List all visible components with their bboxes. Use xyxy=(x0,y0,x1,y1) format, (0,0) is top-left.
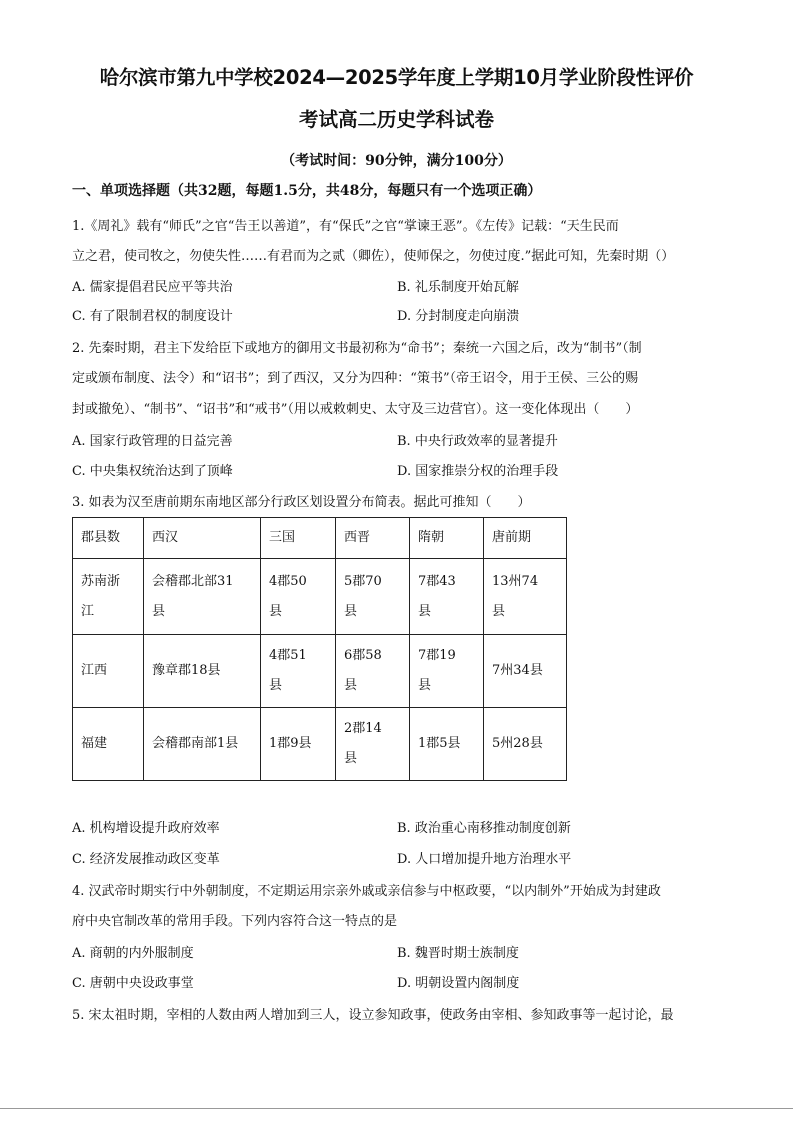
table-cell: 豫章郡18县 xyxy=(144,635,261,708)
question-4-line-1: 4. 汉武帝时期实行中外朝制度，不定期运用宗亲外戚或亲信参与中枢政要，“以内制外”开始成为封建政 xyxy=(72,884,661,899)
section-heading: 一、单项选择题（共32题，每题1.5分，共48分，每题只有一个选项正确） xyxy=(72,183,542,199)
question-5-line-1: 5. 宋太祖时期，宰相的人数由两人增加到三人，设立参知政事，使政务由宰相、参知政事等一起讨论，最 xyxy=(72,1008,674,1023)
table-row xyxy=(73,559,567,635)
question-1-line-1: 1.《周礼》载有“师氏”之官“告王以善道”，有“保氏”之官“掌谏王恶”。《左传》记载：“天生民而 xyxy=(72,219,619,234)
question-1-option-b: B. 礼乐制度开始瓦解 xyxy=(397,280,519,295)
table-row xyxy=(73,708,567,781)
table-header-row xyxy=(73,518,567,559)
question-3-line-1: 3. 如表为汉至唐前期东南地区部分行政区划设置分布简表。据此可推知（ ） xyxy=(72,495,531,510)
question-1-option-a: A. 儒家提倡君民应平等共治 xyxy=(72,280,233,295)
question-4-option-a: A. 商朝的内外服制度 xyxy=(72,946,194,961)
question-3-option-c: C. 经济发展推动政区变革 xyxy=(72,852,220,867)
table-cell: 1郡5县 xyxy=(410,708,484,781)
table-cell: 6郡58 县 xyxy=(336,635,410,708)
question-1-option-c: C. 有了限制君权的制度设计 xyxy=(72,309,233,324)
table-cell: 13州74 县 xyxy=(484,559,567,635)
question-2-option-a: A. 国家行政管理的日益完善 xyxy=(72,434,233,449)
table-header-cell: 三国 xyxy=(261,518,336,559)
exam-title-line1: 哈尔滨市第九中学校2024—2025学年度上学期10月学业阶段性评价 xyxy=(99,66,694,89)
question-3-option-a: A. 机构增设提升政府效率 xyxy=(72,821,220,836)
table-row xyxy=(73,635,567,708)
table-cell: 会稽郡北部31 县 xyxy=(144,559,261,635)
question-2-option-c: C. 中央集权统治达到了顶峰 xyxy=(72,464,233,479)
question-2-line-1: 2. 先秦时期，君主下发给臣下或地方的御用文书最初称为“命书”；秦统一六国之后，改为“制书”（制 xyxy=(72,341,642,356)
exam-info: （考试时间：90分钟，满分100分） xyxy=(281,153,512,169)
table-cell: 会稽郡南部1县 xyxy=(144,708,261,781)
question-4-option-c: C. 唐朝中央设政事堂 xyxy=(72,976,194,991)
question-1-line-2: 立之君，使司牧之，勿使失性……有君而为之贰（卿佐），使师保之，勿使过度.”据此可知，先秦时期（） xyxy=(72,249,675,264)
question-3-option-d: D. 人口增加提升地方治理水平 xyxy=(397,852,572,867)
question-2-line-3: 封或撤免）、“制书”、“诏书”和“戒书”（用以戒敕刺史、太守及三边营官）。这一变化体现出（ ） xyxy=(72,402,639,417)
page-bottom-divider xyxy=(0,1108,793,1109)
table-cell: 4郡51 县 xyxy=(261,635,336,708)
district-table xyxy=(72,517,567,781)
exam-title-line2: 考试高二历史学科试卷 xyxy=(298,108,494,131)
table-header-cell: 西汉 xyxy=(144,518,261,559)
table-cell: 4郡50 县 xyxy=(261,559,336,635)
table-cell: 7郡19 县 xyxy=(410,635,484,708)
question-4-line-2: 府中央官制改革的常用手段。下列内容符合这一特点的是 xyxy=(72,914,398,929)
table-cell: 2郡14 县 xyxy=(336,708,410,781)
table-header-cell: 隋朝 xyxy=(410,518,484,559)
table-cell: 7州34县 xyxy=(484,635,567,708)
table-header-cell: 西晋 xyxy=(336,518,410,559)
question-4-option-d: D. 明朝设置内阁制度 xyxy=(397,976,520,991)
question-2-option-d: D. 国家推崇分权的治理手段 xyxy=(397,464,559,479)
question-4-option-b: B. 魏晋时期士族制度 xyxy=(397,946,519,961)
table-region-cell: 福建 xyxy=(73,708,144,781)
table-cell: 5州28县 xyxy=(484,708,567,781)
table-cell: 1郡9县 xyxy=(261,708,336,781)
table-region-cell: 苏南浙 江 xyxy=(73,559,144,635)
table-cell: 7郡43 县 xyxy=(410,559,484,635)
question-3-option-b: B. 政治重心南移推动制度创新 xyxy=(397,821,571,836)
table-cell: 5郡70 县 xyxy=(336,559,410,635)
table-header-cell: 郡县数 xyxy=(73,518,144,559)
table-region-cell: 江西 xyxy=(73,635,144,708)
table-header-cell: 唐前期 xyxy=(484,518,567,559)
question-2-option-b: B. 中央行政效率的显著提升 xyxy=(397,434,558,449)
question-2-line-2: 定或颁布制度、法令）和“诏书”；到了西汉，又分为四种：“策书”（帝王诏令，用于王侯、三公的赐 xyxy=(72,371,639,386)
question-1-option-d: D. 分封制度走向崩溃 xyxy=(397,309,520,324)
